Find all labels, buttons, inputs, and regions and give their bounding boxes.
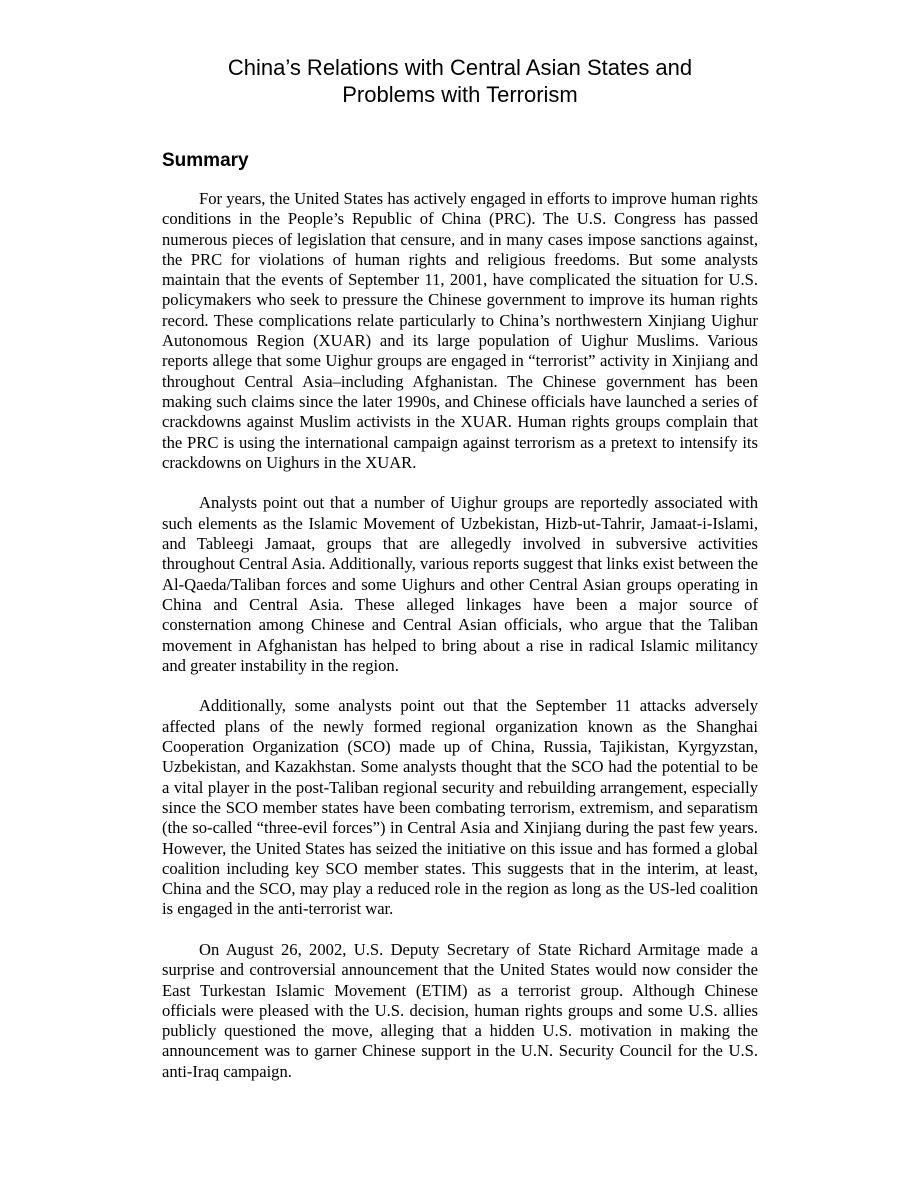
- summary-paragraph-1: For years, the United States has actively engaged in efforts to improve human rights conditions in the People’s Republic of China (PRC). The U.S. Congress has passed numerous pieces of legislation that censure, and in many cases impose sanctions against, the PRC for violations of human rights and religious freedoms. But some analysts maintain that the events of September 11, 2001, have complicated the situation for U.S. policymakers who seek to pressure the Chinese government to improve its human rights record. These complications relate particularly to China’s northwestern Xinjiang Uighur Autonomous Region (XUAR) and its large population of Uighur Muslims. Various reports allege that some Uighur groups are engaged in “terrorist” activity in Xinjiang and throughout Central Asia–including Afghanistan. The Chinese government has been making such claims since the later 1990s, and Chinese officials have launched a series of crackdowns against Muslim activists in the XUAR. Human rights groups complain that the PRC is using the international campaign against terrorism as a pretext to intensify its crackdowns on Uighurs in the XUAR.: [162, 189, 758, 472]
- document-title-line-1: China’s Relations with Central Asian States and: [227, 55, 693, 80]
- summary-paragraph-4: On August 26, 2002, U.S. Deputy Secretary of State Richard Armitage made a surprise and controversial announcement that the United States would now consider the East Turkestan Islamic Movement (ETIM) as a terrorist group. Although Chinese officials were pleased with the U.S. decision, human rights groups and some U.S. allies publicly questioned the move, alleging that a hidden U.S. motivation in making the announcement was to garner Chinese support in the U.N. Security Council for the U.S. anti-Iraq campaign.: [162, 939, 758, 1081]
- document-title: [162, 54, 758, 108]
- summary-paragraph-3: Additionally, some analysts point out that the September 11 attacks adversely affected plans of the newly formed regional organization known as the Shanghai Cooperation Organization (SCO) made up of China, Russia, Tajikistan, Kyrgyzstan, Uzbekistan, and Kazakhstan. Some analysts thought that the SCO had the potential to be a vital player in the post-Taliban regional security and rebuilding arrangement, especially since the SCO member states have been combating terrorism, extremism, and separatism (the so-called “three-evil forces”) in Central Asia and Xinjiang during the past few years. However, the United States has seized the initiative on this issue and has formed a global coalition including key SCO member states. This suggests that in the interim, at least, China and the SCO, may play a reduced role in the region as long as the US-led coalition is engaged in the anti-terrorist war.: [162, 696, 758, 919]
- summary-paragraph-2: Analysts point out that a number of Uighur groups are reportedly associated with such elements as the Islamic Movement of Uzbekistan, Hizb-ut-Tahrir, Jamaat-i-Islami, and Tableegi Jamaat, groups that are allegedly involved in subversive activities throughout Central Asia. Additionally, various reports suggest that links exist between the Al-Qaeda/Taliban forces and some Uighurs and other Central Asian groups operating in China and Central Asia. These alleged linkages have been a major source of consternation among Chinese and Central Asian officials, who argue that the Taliban movement in Afghanistan has helped to bring about a rise in radical Islamic militancy and greater instability in the region.: [162, 493, 758, 675]
- document-title-line-2: Problems with Terrorism: [342, 82, 578, 107]
- summary-body: [162, 189, 758, 1082]
- section-heading-summary: Summary: [162, 150, 249, 171]
- document-page: [162, 54, 758, 1082]
